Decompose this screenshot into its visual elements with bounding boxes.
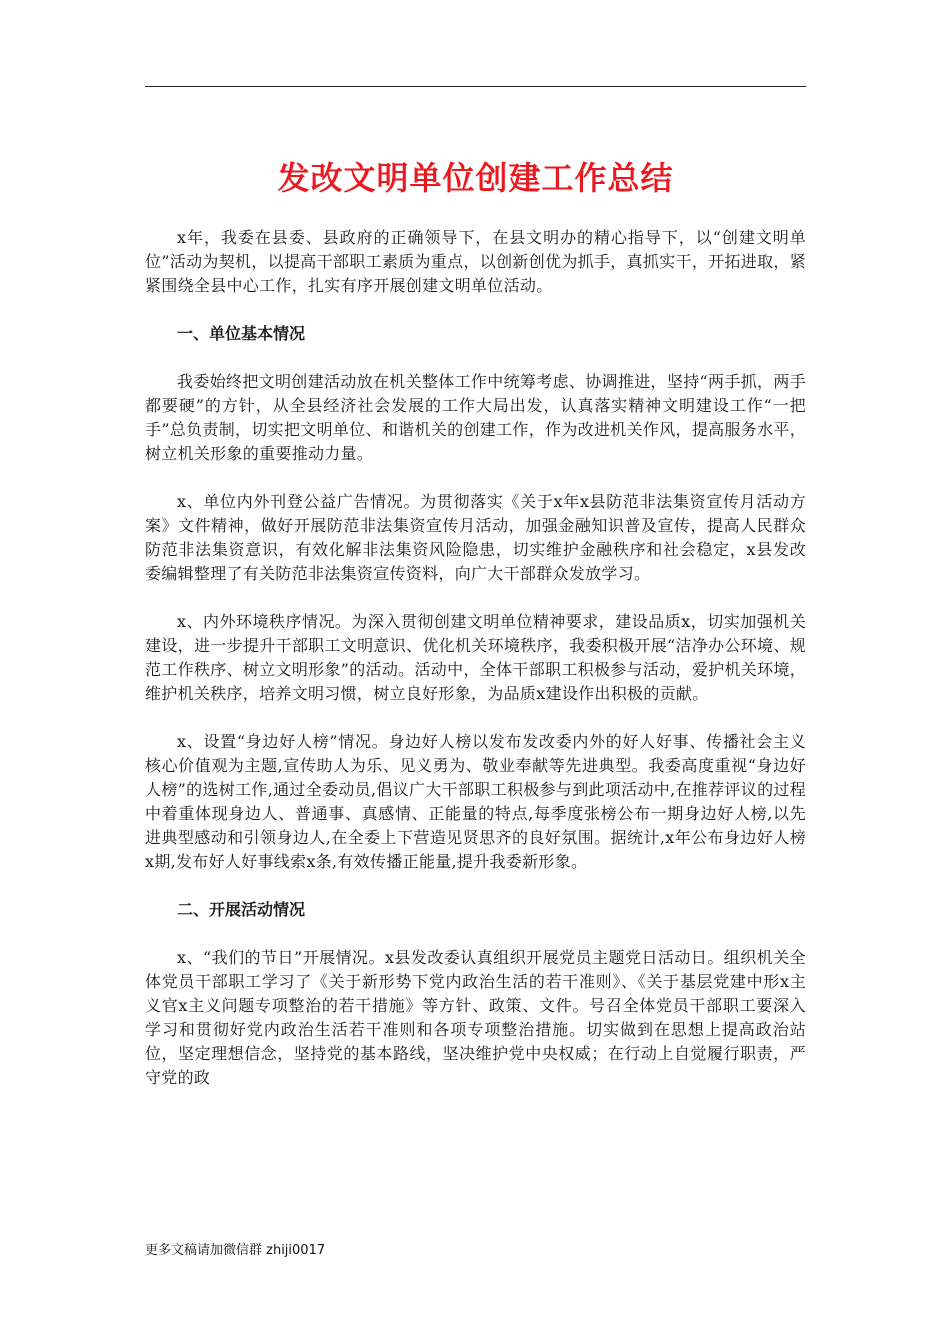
paragraph-environment-order: x、内外环境秩序情况。为深入贯彻创建文明单位精神要求，建设品质x，切实加强机关建设，进一步提升干部职工文明意识、优化机关环境秩序，我委积极开展“洁净办公环境、规范工作秩序、树立文明形象”的活动。活动中，全体干部职工积极参与活动，爱护机关环境，维护机关秩序，培养文明习惯，树立良好形象，为品质x建设作出积极的贡献。 (145, 612, 806, 703)
footer-note: 更多文稿请加微信群 zhiji0017 (145, 1243, 326, 1258)
paragraph-public-ads: x、单位内外刊登公益广告情况。为贯彻落实《关于x年x县防范非法集资宣传月活动方案》文件精神，做好开展防范非法集资宣传月活动，加强金融知识普及宣传，提高人民群众防范非法集资意识，有效化解非法集资风险隐患，切实维护金融秩序和社会稳定，x县发改委编辑整理了有关防范非法集资宣传资料，向广大干部群众发放学习。 (145, 492, 806, 583)
section-heading-1: 一、单位基本情况 (177, 324, 306, 343)
paragraph-basic-situation: 我委始终把文明创建活动放在机关整体工作中统筹考虑、协调推进，坚持“两手抓，两手都要硬”的方针，从全县经济社会发展的工作大局出发，认真落实精神文明建设工作“一把手”总负责制，切实把文明单位、和谐机关的创建工作，作为改进机关作风，提高服务水平，树立机关形象的重要推动力量。 (145, 372, 806, 463)
document-body (145, 226, 806, 1090)
paragraph-intro: x年，我委在县委、县政府的正确领导下，在县文明办的精心指导下，以“创建文明单位”活动为契机，以提高干部职工素质为重点，以创新创优为抓手，真抓实干，开拓进取，紧紧围绕全县中心工作，扎实有序开展创建文明单位活动。 (145, 228, 806, 295)
section-heading-2: 二、开展活动情况 (177, 900, 306, 919)
paragraph-our-festivals: x、“我们的节日”开展情况。x县发改委认真组织开展党员主题党日活动日。组织机关全体党员干部职工学习了《关于新形势下党内政治生活的若干准则》、《关于基层党建中形x主义官x主义问题专项整治的若干措施》等方针、政策、文件。号召全体党员干部职工要深入学习和贯彻好党内政治生活若干准则和各项专项整治措施。切实做到在思想上提高政治站位，坚定理想信念，坚持党的基本路线，坚决维护党中央权威；在行动上自觉履行职责，严守党的政 (145, 948, 806, 1087)
header-rule (145, 86, 806, 87)
paragraph-good-people-list: x、设置“身边好人榜”情况。身边好人榜以发布发改委内外的好人好事、传播社会主义核心价值观为主题,宣传助人为乐、见义勇为、敬业奉献等先进典型。我委高度重视“身边好人榜”的选树工作,通过全委动员,倡议广大干部职工积极参与到此项活动中,在推荐评议的过程中着重体现身边人、普通事、真感情、正能量的特点,每季度张榜公布一期身边好人榜,以先进典型感动和引领身边人,在全委上下营造见贤思齐的良好氛围。据统计,x年公布身边好人榜x期,发布好人好事线索x条,有效传播正能量,提升我委新形象。 (145, 732, 806, 871)
document-title: 发改文明单位创建工作总结 (277, 159, 674, 197)
